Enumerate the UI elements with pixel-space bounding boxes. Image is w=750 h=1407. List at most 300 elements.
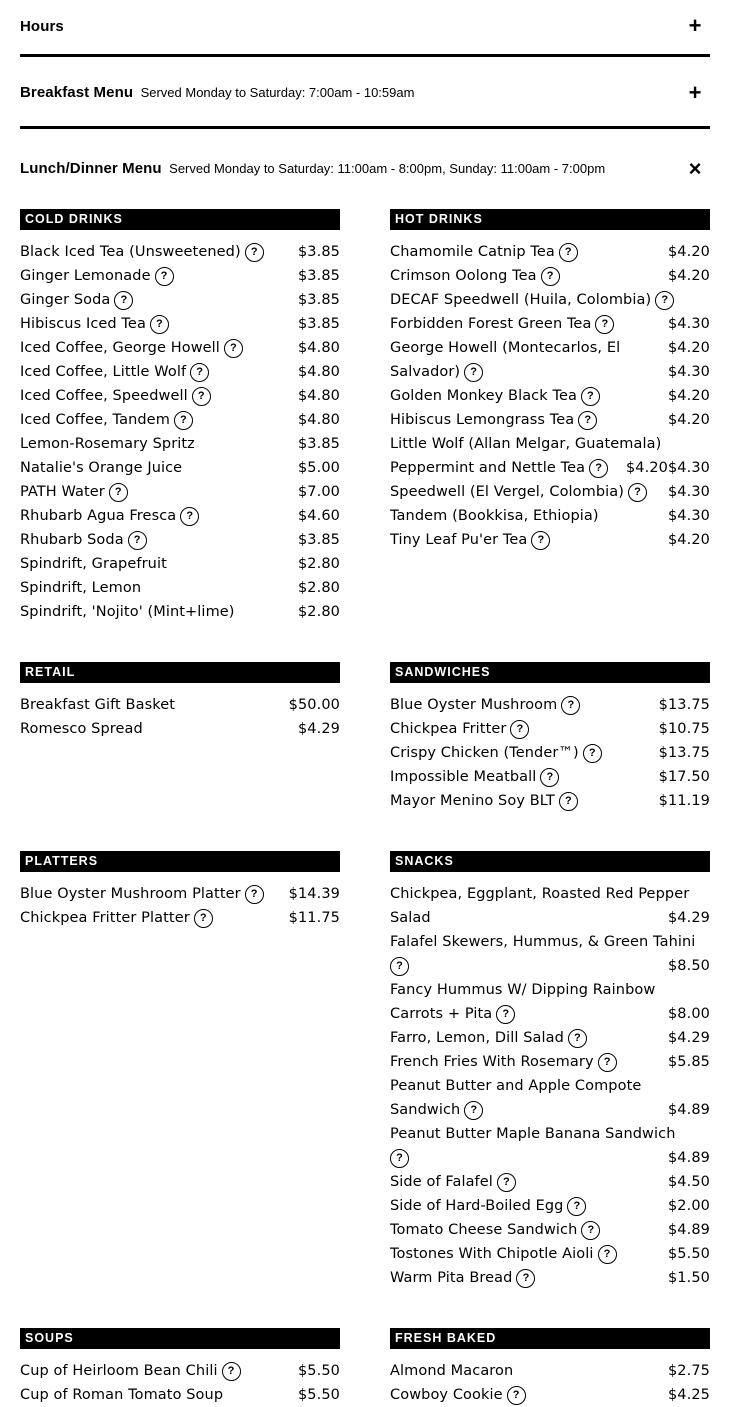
menu-item-price: $5.85 (667, 1054, 710, 1070)
menu-item-price: $50.00 (288, 697, 340, 713)
menu-item-name-wrap (390, 288, 704, 312)
menu-item-name: Ginger Soda (20, 292, 111, 308)
menu-item-price: $3.85 (297, 436, 340, 452)
menu-item[interactable] (390, 528, 710, 552)
menu-item-price: $1.50 (667, 1270, 710, 1286)
menu-item-name: Warm Pita Bread (390, 1270, 513, 1286)
menu-section-retail (20, 662, 340, 741)
breakfast-menu-hours: Served Monday to Saturday: 7:00am - 10:59am (140, 85, 415, 100)
info-question-icon[interactable]: ? (589, 459, 608, 478)
menu-item-name-wrap (20, 336, 292, 360)
menu-item-name-wrap (20, 882, 283, 906)
menu-item-price: $5.50 (297, 1387, 340, 1403)
menu-item-name: Spindrift, Lemon (20, 580, 142, 596)
expand-plus-icon[interactable]: + (688, 80, 702, 105)
menu-item-price: $4.20 (667, 268, 710, 284)
menu-item-name-wrap (20, 906, 283, 930)
menu-item-name: Almond Macaron (390, 1363, 514, 1379)
menu-item-name-wrap (390, 1074, 704, 1098)
menu-item[interactable] (390, 1242, 710, 1266)
menu-item-name: Iced Coffee, George Howell (20, 340, 220, 356)
info-question-icon[interactable]: ? (150, 315, 169, 334)
menu-item[interactable] (20, 693, 340, 717)
menu-item-price: $8.00 (667, 1006, 710, 1022)
menu-item[interactable] (390, 789, 710, 813)
menu-section-sandwiches (390, 662, 710, 813)
section-heading: COLD DRINKS (20, 209, 340, 230)
menu-item-price: $4.89 (667, 1150, 710, 1166)
menu-item-name: DECAF Speedwell (Huila, Colombia) (390, 292, 652, 308)
menu-item[interactable] (390, 1050, 710, 1074)
menu-item-name: Tostones With Chipotle Aioli (390, 1246, 594, 1262)
menu-item-name-wrap (20, 288, 292, 312)
menu-item-price: $4.20 (667, 388, 710, 404)
menu-item-price: $3.85 (297, 292, 340, 308)
menu-item-price: $3.85 (297, 316, 340, 332)
menu-item-name: Chickpea Fritter (390, 721, 507, 737)
item-list (390, 693, 710, 813)
menu-section-baked (390, 1328, 710, 1407)
info-question-icon[interactable]: ? (390, 1149, 409, 1168)
menu-item[interactable] (20, 456, 340, 480)
menu-item-price: $3.85 (297, 532, 340, 548)
menu-item-name: Peppermint and Nettle Tea (390, 460, 586, 476)
menu-item-price: $3.85 (297, 268, 340, 284)
menu-item-name-wrap (20, 312, 292, 336)
menu-item[interactable] (390, 1194, 710, 1218)
menu-item-name-wrap (390, 360, 662, 384)
menu-item-price: $4.80 (297, 388, 340, 404)
menu-item-name-wrap (390, 978, 704, 1002)
info-question-icon[interactable]: ? (109, 483, 128, 502)
menu-section-soups (20, 1328, 340, 1407)
menu-item-name-wrap (390, 1194, 662, 1218)
info-question-icon[interactable]: ? (578, 411, 597, 430)
menu-item-price: $4.80 (297, 364, 340, 380)
menu-item[interactable] (390, 930, 710, 954)
info-question-icon[interactable]: ? (174, 411, 193, 430)
info-question-icon[interactable]: ? (516, 1269, 535, 1288)
menu-item[interactable] (20, 1359, 340, 1383)
menu-item[interactable] (20, 360, 340, 384)
menu-item[interactable] (20, 480, 340, 504)
menu-item-price: $4.89 (667, 1102, 710, 1118)
menu-item-name: Side of Falafel (390, 1174, 493, 1190)
menu-section-snacks (390, 851, 710, 1290)
info-question-icon[interactable]: ? (390, 957, 409, 976)
menu-item-price: $4.25 (667, 1387, 710, 1403)
item-list (20, 1359, 340, 1407)
menu-item-price: $2.75 (667, 1363, 710, 1379)
menu-section-platters (20, 851, 340, 930)
menu-item-price: $4.80 (297, 412, 340, 428)
section-heading: RETAIL (20, 662, 340, 683)
menu-item-name: Ginger Lemonade (20, 268, 151, 284)
menu-item-name: Golden Monkey Black Tea (390, 388, 577, 404)
menu-item-name: Breakfast Gift Basket (20, 697, 176, 713)
menu-item-name-wrap (20, 240, 292, 264)
info-question-icon[interactable]: ? (628, 483, 647, 502)
menu-item-price: $4.89 (667, 1222, 710, 1238)
menu-item-price: $11.75 (288, 910, 340, 926)
section-heading: SANDWICHES (390, 662, 710, 683)
info-question-icon[interactable]: ? (655, 291, 674, 310)
menu-item[interactable] (20, 906, 340, 930)
menu-item-name-wrap (20, 480, 292, 504)
menu-item[interactable] (390, 432, 710, 456)
menu-item[interactable] (390, 765, 710, 789)
menu-item-price: $4.29 (667, 910, 710, 926)
menu-item-name-wrap (390, 384, 662, 408)
menu-item-name-wrap (390, 954, 662, 978)
menu-item-price: $2.80 (297, 580, 340, 596)
menu-item-name-wrap (20, 693, 283, 717)
menu-item-name: Little Wolf (Allan Melgar, Guatemala) (390, 436, 662, 452)
menu-section-cold (20, 209, 340, 624)
menu-item-name: Hibiscus Lemongrass Tea (390, 412, 575, 428)
info-question-icon[interactable]: ? (510, 720, 529, 739)
menu-item[interactable] (390, 312, 710, 336)
menu-item[interactable] (390, 1098, 710, 1122)
menu-item-name: Blue Oyster Mushroom (390, 697, 558, 713)
menu-item[interactable] (20, 528, 340, 552)
menu-item[interactable] (390, 336, 710, 360)
menu-item[interactable] (390, 1146, 710, 1170)
menu-item-price: $4.30 (667, 364, 710, 380)
menu-item[interactable] (390, 1170, 710, 1194)
info-question-icon[interactable]: ? (581, 1221, 600, 1240)
menu-item-name-wrap (390, 1146, 662, 1170)
lunch-dinner-menu-accordion[interactable] (20, 129, 710, 209)
menu-item-name: Cowboy Cookie (390, 1387, 503, 1403)
menu-item-name: Speedwell (El Vergel, Colombia) (390, 484, 625, 500)
menu-item-name: Sandwich (390, 1102, 461, 1118)
menu-item-price: $4.80 (297, 340, 340, 356)
menu-item-name: Cup of Heirloom Bean Chili (20, 1363, 218, 1379)
menu-item-name-wrap (390, 336, 662, 360)
menu-item-name-wrap (390, 789, 653, 813)
menu-item-name: Natalie's Orange Juice (20, 460, 183, 476)
menu-item[interactable] (390, 384, 710, 408)
info-question-icon[interactable]: ? (568, 1029, 587, 1048)
menu-item[interactable] (390, 906, 710, 930)
menu-item-name-wrap (390, 1050, 662, 1074)
menu-item-price: $2.80 (297, 556, 340, 572)
menu-item-price: $3.85 (297, 244, 340, 260)
menu-item-price: $5.50 (667, 1246, 710, 1262)
section-heading: SNACKS (390, 851, 710, 872)
info-question-icon[interactable]: ? (540, 768, 559, 787)
menu-item[interactable] (390, 1122, 710, 1146)
menu-item-name-wrap (390, 504, 662, 528)
lunch-dinner-menu-hours: Served Monday to Saturday: 11:00am - 8:00pm, Sunday: 11:00am - 7:00pm (169, 161, 606, 176)
menu-item-price: $14.39 (288, 886, 340, 902)
item-list (20, 693, 340, 741)
item-list (390, 240, 710, 552)
menu-item-name-wrap (390, 765, 653, 789)
info-question-icon[interactable]: ? (497, 1173, 516, 1192)
menu-item-name-wrap (390, 741, 653, 765)
menu-item-name: Iced Coffee, Tandem (20, 412, 170, 428)
menu-item-name-wrap (390, 1026, 662, 1050)
section-heading: HOT DRINKS (390, 209, 710, 230)
info-question-icon[interactable]: ? (180, 507, 199, 526)
menu-item-name: Iced Coffee, Little Wolf (20, 364, 187, 380)
item-list (390, 882, 710, 1290)
menu-item-price: $4.30 (667, 508, 710, 524)
info-question-icon[interactable]: ? (194, 909, 213, 928)
menu-item[interactable] (390, 1359, 710, 1383)
menu-item-name: Romesco Spread (20, 721, 143, 737)
info-question-icon[interactable]: ? (559, 792, 578, 811)
menu-item-price: $8.50 (667, 958, 710, 974)
menu-item[interactable] (20, 882, 340, 906)
info-question-icon[interactable]: ? (128, 531, 147, 550)
menu-item-name: George Howell (Montecarlos, El (390, 340, 621, 356)
menu-item-price: $4.30 (667, 484, 710, 500)
menu-item[interactable] (390, 882, 710, 906)
menu-item[interactable] (390, 1026, 710, 1050)
menu-item-name: Blue Oyster Mushroom Platter (20, 886, 241, 902)
menu-item-name: Tiny Leaf Pu'er Tea (390, 532, 528, 548)
menu-item-price: $17.50 (658, 769, 710, 785)
menu-item-name-wrap (390, 456, 620, 480)
menu-item-name: Farro, Lemon, Dill Salad (390, 1030, 564, 1046)
menu-item-name-wrap (390, 408, 662, 432)
menu-item[interactable] (390, 360, 710, 384)
menu-item-name-wrap (390, 1242, 662, 1266)
menu-item[interactable] (20, 336, 340, 360)
menu-item[interactable] (390, 1218, 710, 1242)
menu-item-name: Fancy Hummus W/ Dipping Rainbow (390, 982, 656, 998)
info-question-icon[interactable]: ? (559, 243, 578, 262)
menu-item[interactable] (390, 1383, 710, 1407)
menu-item[interactable] (390, 264, 710, 288)
menu-item[interactable] (20, 384, 340, 408)
menu-item-price: $4.20$4.30 (625, 460, 710, 476)
menu-item-price: $4.50 (667, 1174, 710, 1190)
menu-item[interactable] (390, 954, 710, 978)
menu-item[interactable] (20, 432, 340, 456)
menu-item-name-wrap (390, 264, 662, 288)
menu-item-name-wrap (390, 1170, 662, 1194)
info-question-icon[interactable]: ? (114, 291, 133, 310)
info-question-icon[interactable]: ? (598, 1053, 617, 1072)
menu-item[interactable] (390, 480, 710, 504)
menu-item-name-wrap (20, 264, 292, 288)
menu-item-name-wrap (20, 576, 292, 600)
menu-item[interactable] (20, 552, 340, 576)
menu-item-name-wrap (20, 600, 292, 624)
menu-item-name: Mayor Menino Soy BLT (390, 793, 555, 809)
menu-item[interactable] (390, 504, 710, 528)
collapse-x-icon[interactable]: × (688, 156, 702, 181)
menu-item-name-wrap (390, 1218, 662, 1242)
menu-item-price: $7.00 (297, 484, 340, 500)
menu-item-name-wrap (20, 552, 292, 576)
menu-item-name: Chickpea, Eggplant, Roasted Red Pepper (390, 886, 690, 902)
info-question-icon[interactable]: ? (192, 387, 211, 406)
info-question-icon[interactable]: ? (561, 696, 580, 715)
info-question-icon[interactable]: ? (464, 1101, 483, 1120)
section-heading: SOUPS (20, 1328, 340, 1349)
menu-item[interactable] (20, 600, 340, 624)
menu-item[interactable] (390, 1002, 710, 1026)
menu-item[interactable] (390, 288, 710, 312)
menu-item[interactable] (390, 408, 710, 432)
menu-item-name-wrap (390, 693, 653, 717)
expand-plus-icon[interactable]: + (688, 13, 702, 38)
menu-item[interactable] (20, 288, 340, 312)
menu-item[interactable] (390, 1266, 710, 1290)
menu-item[interactable] (20, 1383, 340, 1407)
menu-item-name: Carrots + Pita (390, 1006, 493, 1022)
menu-item-name: Salad (390, 910, 431, 926)
item-list (20, 882, 340, 930)
hours-title: Hours (20, 17, 64, 35)
menu-section-hot (390, 209, 710, 552)
menu-item-name: Tomato Cheese Sandwich (390, 1222, 578, 1238)
menu-item-name: Rhubarb Soda (20, 532, 124, 548)
menu-item-name-wrap (20, 1359, 292, 1383)
menu-item[interactable] (20, 240, 340, 264)
menu-item[interactable] (20, 504, 340, 528)
menu-item-price: $4.29 (297, 721, 340, 737)
menu-item-price: $11.19 (658, 793, 710, 809)
menu-item-name-wrap (20, 408, 292, 432)
menu-item-name-wrap (20, 717, 292, 741)
menu-item-name: Peanut Butter and Apple Compote (390, 1078, 642, 1094)
menu-item-name-wrap (20, 504, 292, 528)
breakfast-menu-title: Breakfast Menu (20, 84, 134, 101)
menu-item-name: Spindrift, 'Nojito' (Mint+lime) (20, 604, 235, 620)
info-question-icon[interactable]: ? (190, 363, 209, 382)
menu-item[interactable] (20, 312, 340, 336)
hours-accordion[interactable] (20, 0, 710, 57)
info-question-icon[interactable]: ? (598, 1245, 617, 1264)
menu-item-name: French Fries With Rosemary (390, 1054, 594, 1070)
info-question-icon[interactable]: ? (245, 885, 264, 904)
menu-item[interactable] (20, 264, 340, 288)
menu-item-name: Rhubarb Agua Fresca (20, 508, 177, 524)
menu-item-name: Spindrift, Grapefruit (20, 556, 167, 572)
info-question-icon[interactable]: ? (222, 1362, 241, 1381)
item-list (390, 1359, 710, 1407)
menu-item-name: Falafel Skewers, Hummus, & Green Tahini (390, 934, 696, 950)
menu-item-name: Side of Hard-Boiled Egg (390, 1198, 564, 1214)
menu-item[interactable] (390, 717, 710, 741)
menu-item-name: Crimson Oolong Tea (390, 268, 537, 284)
menu-item-price: $4.60 (297, 508, 340, 524)
menu-item[interactable] (390, 978, 710, 1002)
menu-item-price: $13.75 (658, 697, 710, 713)
info-question-icon[interactable]: ? (245, 243, 264, 262)
menu-item-name-wrap (390, 1122, 704, 1146)
menu-item-name: PATH Water (20, 484, 105, 500)
menu-item-name: Iced Coffee, Speedwell (20, 388, 188, 404)
menu-item-name-wrap (390, 480, 662, 504)
lunch-dinner-menu-title: Lunch/Dinner Menu (20, 160, 162, 177)
menu-item-price: $4.20 (667, 340, 710, 356)
menu-item-name: Hibiscus Iced Tea (20, 316, 146, 332)
section-heading: PLATTERS (20, 851, 340, 872)
info-question-icon[interactable]: ? (567, 1197, 586, 1216)
menu-item-price: $5.50 (297, 1363, 340, 1379)
menu-item-price: $4.20 (667, 412, 710, 428)
menu-item-price: $13.75 (658, 745, 710, 761)
menu-item-name-wrap (390, 882, 704, 906)
menu-item-name-wrap (20, 456, 292, 480)
menu-item-name: Black Iced Tea (Unsweetened) (20, 244, 241, 260)
info-question-icon[interactable]: ? (583, 744, 602, 763)
menu-item-name: Chamomile Catnip Tea (390, 244, 555, 260)
menu-item[interactable] (390, 1074, 710, 1098)
info-question-icon[interactable]: ? (595, 315, 614, 334)
menu-item-name-wrap (390, 717, 653, 741)
menu-item-price: $4.20 (667, 244, 710, 260)
info-question-icon[interactable]: ? (581, 387, 600, 406)
menu-item-name-wrap (390, 906, 662, 930)
menu-item-name-wrap (390, 1002, 662, 1026)
menu-item-name: Forbidden Forest Green Tea (390, 316, 592, 332)
menu-item[interactable] (390, 741, 710, 765)
menu-item-name-wrap (20, 528, 292, 552)
menu-item-price: $2.80 (297, 604, 340, 620)
info-question-icon[interactable]: ? (155, 267, 174, 286)
breakfast-menu-accordion[interactable] (20, 57, 710, 129)
menu-item[interactable] (390, 693, 710, 717)
menu-item-price: $5.00 (297, 460, 340, 476)
info-question-icon[interactable]: ? (224, 339, 243, 358)
info-question-icon[interactable]: ? (464, 363, 483, 382)
menu-item-name: Impossible Meatball (390, 769, 537, 785)
menu-item-name-wrap (390, 528, 662, 552)
info-question-icon[interactable]: ? (541, 267, 560, 286)
menu-item-name: Tandem (Bookkisa, Ethiopia) (390, 508, 599, 524)
info-question-icon[interactable]: ? (507, 1386, 526, 1405)
menu-item-name-wrap (20, 384, 292, 408)
menu-item-price: $4.30 (667, 316, 710, 332)
menu-item-name-wrap (20, 432, 292, 456)
menu-item[interactable] (20, 576, 340, 600)
menu-item[interactable] (20, 717, 340, 741)
menu-item[interactable] (390, 240, 710, 264)
menu-item-name-wrap (390, 312, 662, 336)
item-list (20, 240, 340, 624)
menu-item-name: Salvador) (390, 364, 461, 380)
menu-item-name-wrap (20, 360, 292, 384)
menu-item-name-wrap (20, 1383, 292, 1407)
menu-item-name: Crispy Chicken (Tender™) (390, 745, 579, 761)
menu-item-name-wrap (390, 1359, 662, 1383)
menu-item-price: $4.29 (667, 1030, 710, 1046)
menu-item[interactable] (390, 456, 710, 480)
info-question-icon[interactable]: ? (496, 1005, 515, 1024)
section-heading: FRESH BAKED (390, 1328, 710, 1349)
menu-item[interactable] (20, 408, 340, 432)
menu-item-name-wrap (390, 240, 662, 264)
menu-item-name: Peanut Butter Maple Banana Sandwich (390, 1126, 676, 1142)
menu-item-name-wrap (390, 432, 704, 456)
menu-item-name: Lemon-Rosemary Spritz (20, 436, 195, 452)
menu-item-name-wrap (390, 1098, 662, 1122)
menu-item-name: Cup of Roman Tomato Soup (20, 1387, 224, 1403)
menu-item-name-wrap (390, 930, 704, 954)
menu-item-price: $10.75 (658, 721, 710, 737)
menu-item-name-wrap (390, 1266, 662, 1290)
menu-item-name-wrap (390, 1383, 662, 1407)
info-question-icon[interactable]: ? (531, 531, 550, 550)
